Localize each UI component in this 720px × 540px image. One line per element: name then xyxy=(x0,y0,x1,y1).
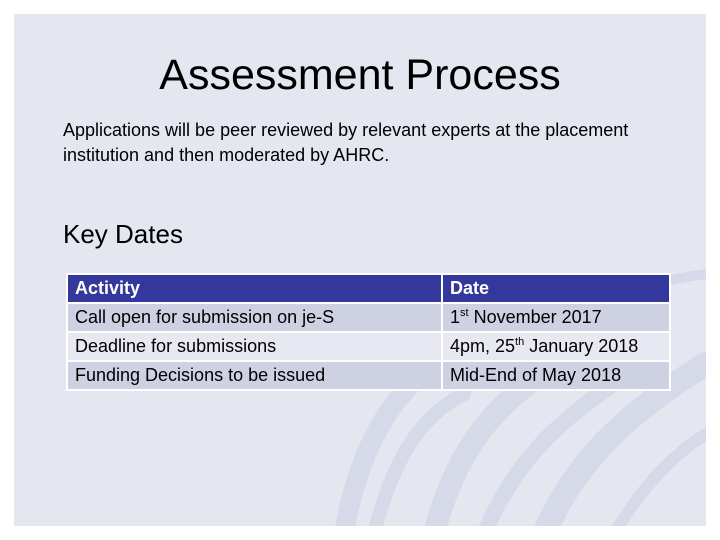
date-ordinal-suffix: st xyxy=(460,307,469,319)
activity-cell: Funding Decisions to be issued xyxy=(67,361,442,390)
slide xyxy=(14,14,706,526)
table-row xyxy=(67,361,670,390)
key-dates-table xyxy=(66,273,671,391)
date-cell xyxy=(442,361,670,390)
date-cell xyxy=(442,303,670,332)
date-ordinal-suffix: th xyxy=(515,336,525,348)
table-row xyxy=(67,303,670,332)
date-text: 4pm, 25 xyxy=(450,336,516,356)
table-header-row xyxy=(67,274,670,303)
key-dates-heading: Key Dates xyxy=(63,219,183,249)
intro-paragraph: Applications will be peer reviewed by relevant experts at the placement institution and then moderated by AHRC. xyxy=(63,120,629,165)
column-header-date: Date xyxy=(442,274,670,303)
date-text-rest: November 2017 xyxy=(468,307,602,327)
date-text-rest: January 2018 xyxy=(524,336,639,356)
activity-cell: Deadline for submissions xyxy=(67,332,442,361)
date-cell xyxy=(442,332,670,361)
slide-title: Assessment Process xyxy=(159,51,561,99)
table-row xyxy=(67,332,670,361)
date-text: 1 xyxy=(450,307,461,327)
column-header-activity: Activity xyxy=(67,274,442,303)
activity-cell: Call open for submission on je-S xyxy=(67,303,442,332)
date-text: Mid-End of May 2018 xyxy=(450,365,622,385)
